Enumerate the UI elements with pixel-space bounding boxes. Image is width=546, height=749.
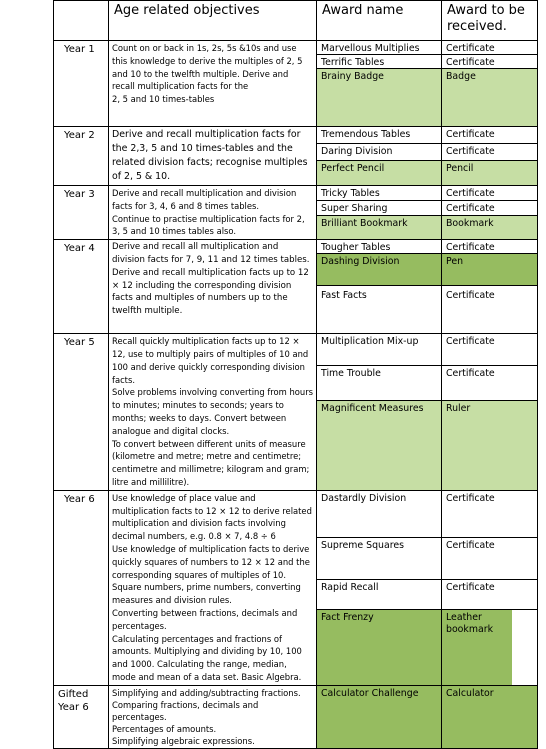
award-received: Certificate [442,41,537,55]
year-label: Year 2 [54,127,109,186]
objectives-cell [109,127,317,186]
award-name: Dashing Division [317,254,441,286]
objectives-cell [109,685,317,748]
award-name: Time Trouble [317,366,441,401]
award-name-cell [317,41,442,127]
award-received: Badge [442,69,537,126]
table-row [54,685,538,748]
award-received-cell [442,334,538,491]
award-name-cell [317,240,442,334]
objectives-cell [109,41,317,127]
award-name: Rapid Recall [317,580,441,610]
table-row [54,186,538,240]
objective-text: Derive and recall all multiplication and division facts for 7, 9, 11 and 12 times tables. [112,242,310,265]
award-received-cell [442,490,538,685]
table-row [54,41,538,127]
objectives-cell [109,186,317,240]
award-received-cell [442,127,538,186]
award-name: Supreme Squares [317,538,441,580]
award-name: Tougher Tables [317,240,441,254]
objective-text: Continue to practise multiplication facts for 2, 3, 5 and 10 times tables also. [112,213,305,237]
header-objectives: Age related objectives [109,1,317,41]
award-received: Certificate [442,491,537,538]
award-received: Certificate [442,201,537,216]
award-name: Brainy Badge [317,69,441,126]
award-received: Certificate [442,538,537,580]
objective-text: Use knowledge of multiplication facts to derive quickly squares of numbers to 12 × 12 and the corresponding squares of multiples of 10. [112,543,310,580]
award-received-cell [442,41,538,127]
objective-text: To convert between different units of measure (kilometre and metre; metre and centimetre; centimetre and millimetre; kilogram and gram; litre and millilitre). [112,438,310,487]
award-received: Bookmark [442,216,537,239]
award-name: Terrific Tables [317,55,441,69]
award-name: Brilliant Bookmark [317,216,441,239]
year-label: Year 4 [54,240,109,334]
objectives-cell [109,490,317,685]
award-name: Super Sharing [317,201,441,216]
objective-text: Comparing fractions, decimals and percentages. [112,699,259,722]
objective-text: Derive and recall multiplication facts for the 2,3, 5 and 10 times-tables and the related division facts; recognise multiples of 2, 5 & 10. [112,129,308,182]
objective-text: Recall quickly multiplication facts up to 12 × 12, use to multiply pairs of multiples of 10 and 100 and derive quickly corresponding division facts. [112,336,309,385]
award-received-cell [442,685,538,748]
award-received: Certificate [446,290,495,302]
objective-text: Count on or back in 1s, 2s, 5s &10s and use this knowledge to derive the multiples of 2, 5 and 10 to the twelfth multiple. Derive and recall multiplication facts for the [112,43,303,92]
objective-text: Use knowledge of place value and multiplication facts to 12 × 12 to derive related multiplication and division facts involving decimal numbers, e.g. 0.8 × 7, 4.8 ÷ 6 [112,492,312,542]
award-received: Certificate [442,55,537,69]
award-received-cell [442,186,538,240]
objective-text: Square numbers, prime numbers, converting measures and division rules. [112,582,301,606]
award-received: Certificate [442,144,537,161]
award-received: Certificate [442,366,537,401]
year-label: Year 5 [54,334,109,491]
award-received: Leather bookmark [442,610,512,685]
year-label: Year 1 [54,41,109,127]
award-name: Fast Facts [321,290,367,302]
award-name: Fact Frenzy [317,610,441,685]
award-received: Pencil [442,161,537,185]
award-received: Calculator [442,686,537,748]
table-row [54,334,538,491]
award-name: Magnificent Measures [317,401,441,490]
award-received: Certificate [442,334,537,366]
award-name-cell [317,186,442,240]
objective-text: Simplifying and adding/subtracting fractions. [112,687,301,698]
objective-text: Solve problems involving converting from hours to minutes; minutes to seconds; years to months; weeks to days. Convert between analogue and digital clocks. [112,387,314,436]
award-received: Certificate [442,240,537,254]
year-label: Year 3 [54,186,109,240]
table-row [54,490,538,685]
objective-text: Derive and recall multiplication and division facts for 3, 4, 6 and 8 times tables. [112,188,297,211]
objective-text: Calculating percentages and fractions of amounts. Multiplying and dividing by 10, 100 and 1000. Calculating the range, median, mode and mean of a data set. Basic Algebra. [112,633,302,682]
award-name: Daring Division [317,144,441,161]
year-label: Gifted Year 6 [54,685,109,748]
header-award-received: Award to be received. [442,1,538,41]
award-name: Multiplication Mix-up [317,334,441,366]
award-name: Calculator Challenge [317,686,441,748]
objectives-cell [109,334,317,491]
award-name: Tricky Tables [317,186,441,201]
award-received-cell [442,240,538,334]
objective-text: Derive and recall multiplication facts up to 12 × 12 including the corresponding division facts and multiples of numbers up to the twelfth multiple. [112,267,309,317]
award-received: Certificate [442,127,537,144]
award-name-cell [317,127,442,186]
award-name: Tremendous Tables [317,127,441,144]
award-name: Dastardly Division [317,491,441,538]
year-label: Year 6 [54,490,109,685]
award-received: Certificate [442,186,537,201]
awards-table [53,0,538,749]
award-received: Ruler [442,401,537,490]
objective-text: Percentages of amounts. [112,723,217,734]
award-name-cell [317,685,442,748]
objective-text: 2, 5 and 10 times-tables [112,94,215,105]
award-received: Pen [442,254,537,286]
award-name: Perfect Pencil [317,161,441,185]
table-row [54,127,538,186]
header-year [54,1,109,41]
objective-text: Converting between fractions, decimals and percentages. [112,607,298,631]
header-row [54,1,538,41]
header-award-name: Award name [317,1,442,41]
award-name: Marvellous Multiplies [317,41,441,55]
award-name-cell [317,334,442,491]
award-received: Certificate [442,580,537,610]
table-row [54,240,538,334]
objective-text: Simplifying algebraic expressions. [112,735,255,746]
award-name-cell [317,490,442,685]
objectives-cell [109,240,317,334]
